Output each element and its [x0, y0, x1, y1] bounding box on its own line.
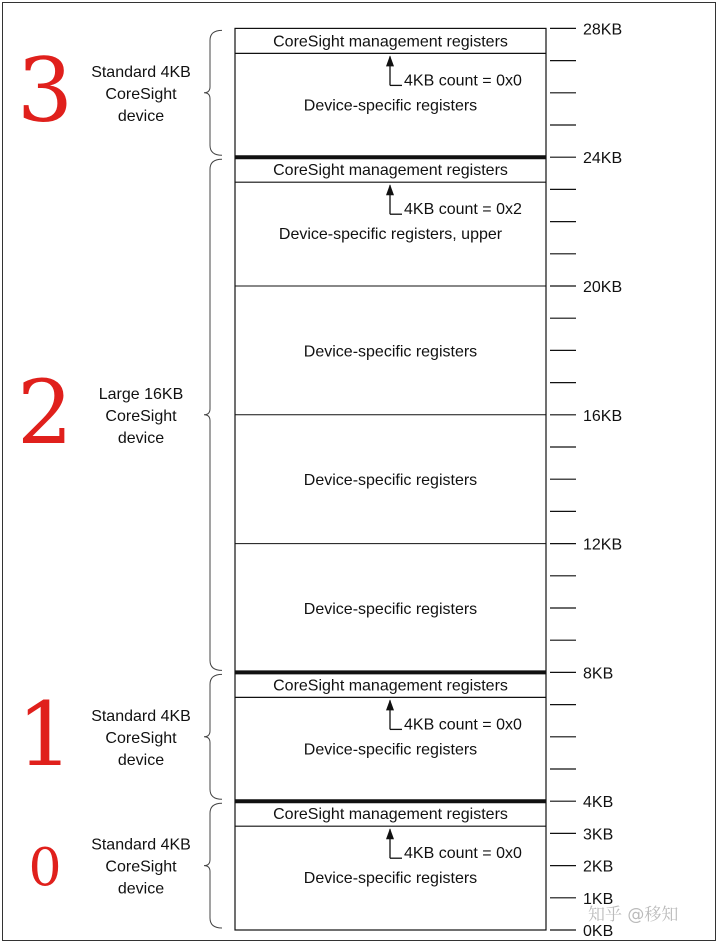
arrow-head-icon	[386, 184, 394, 195]
device-registers-label: Device-specific registers	[303, 343, 478, 361]
device-label: Standard 4KB	[91, 63, 191, 81]
arrow-head-icon	[386, 55, 394, 66]
axis-label: 3KB	[583, 826, 614, 844]
device-registers-label: Device-specific registers	[303, 97, 478, 115]
device-registers-label: Device-specific registers	[303, 870, 478, 888]
device-label: device	[117, 751, 165, 769]
count-label: 4KB count = 0x0	[404, 72, 522, 90]
brace	[204, 30, 222, 155]
mgmt-registers-label: CoreSight management registers	[273, 677, 508, 695]
axis-label: 8KB	[583, 665, 614, 683]
handwritten-numeral: 2	[17, 360, 73, 464]
device-label: device	[117, 880, 165, 898]
mgmt-registers-label: CoreSight management registers	[273, 806, 508, 824]
arrow-head-icon	[386, 828, 394, 839]
axis-label: 20KB	[583, 279, 623, 296]
handwritten-numeral: 3	[17, 38, 73, 142]
arrow-head-icon	[386, 699, 394, 710]
device-registers-label: Device-specific registers	[303, 601, 478, 618]
device-label: Large 16KB	[98, 385, 184, 403]
handwritten-numeral: 1	[17, 682, 73, 786]
device-label: CoreSight	[105, 407, 177, 425]
count-label: 4KB count = 0x0	[404, 716, 522, 734]
device-registers-label: Device-specific registers	[303, 472, 478, 490]
device-label: CoreSight	[105, 858, 177, 876]
device-label: Standard 4KB	[91, 836, 191, 854]
mgmt-registers-label: CoreSight management registers	[273, 162, 508, 180]
count-label: 4KB count = 0x2	[404, 201, 522, 219]
mgmt-registers-label: CoreSight management registers	[273, 33, 508, 51]
count-label: 4KB count = 0x0	[404, 845, 522, 863]
device-label: CoreSight	[105, 729, 177, 747]
device-label: Standard 4KB	[91, 707, 191, 725]
device-registers-label: Device-specific registers	[303, 741, 478, 759]
axis-label: 24KB	[583, 150, 623, 168]
device-label: device	[117, 107, 165, 125]
axis-label: 2KB	[583, 858, 614, 876]
axis-label: 0KB	[583, 923, 614, 940]
handwritten-numeral: 0	[28, 838, 62, 899]
brace	[204, 674, 222, 799]
device-registers-label: Device-specific registers, upper	[278, 226, 503, 244]
axis-label: 4KB	[583, 794, 614, 812]
axis-label: 1KB	[583, 890, 614, 908]
device-label: CoreSight	[105, 85, 177, 103]
watermark: 知乎 @移知	[588, 905, 679, 925]
device-label: device	[117, 429, 165, 447]
brace	[204, 803, 222, 928]
axis-label: 12KB	[583, 536, 623, 554]
axis-label: 28KB	[583, 21, 623, 39]
brace	[204, 159, 222, 670]
axis-label: 16KB	[583, 407, 623, 425]
